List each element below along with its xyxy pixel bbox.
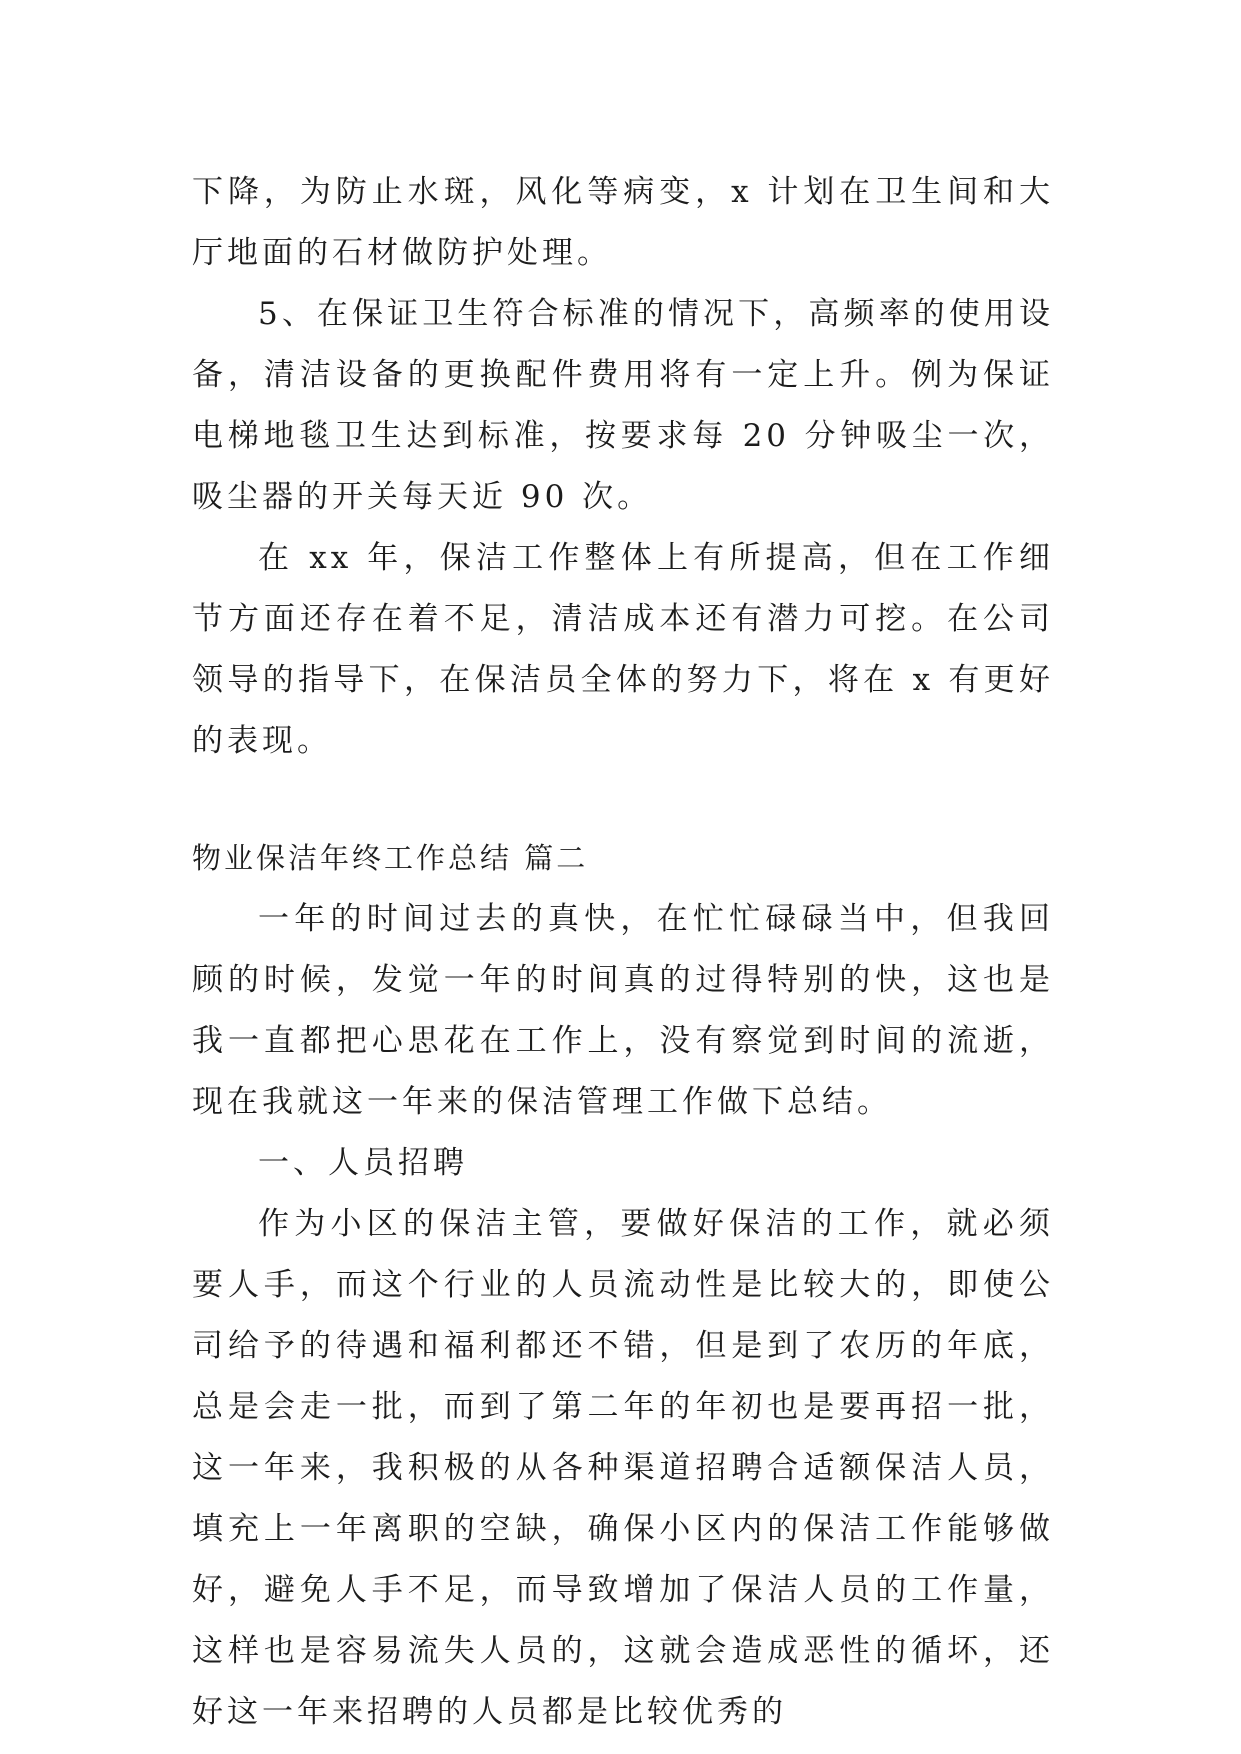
paragraph-intro: 一年的时间过去的真快，在忙忙碌碌当中，但我回顾的时候，发觉一年的时间真的过得特别的快，这也是我一直都把心思花在工作上，没有察觉到时间的流逝，现在我就这一年来的保洁管理工作做下总结。	[192, 901, 1054, 1120]
section-title: 物业保洁年终工作总结 篇二	[192, 841, 589, 875]
paragraph-continuation: 下降，为防止水斑，风化等病变，x 计划在卫生间和大厅地面的石材做防护处理。	[192, 174, 1054, 271]
subheading-recruitment: 一、人员招聘	[258, 1145, 468, 1181]
paragraph-recruitment: 作为小区的保洁主管，要做好保洁的工作，就必须要人手，而这个行业的人员流动性是比较大的，即使公司给予的待遇和福利都还不错，但是到了农历的年底，总是会走一批，而到了第二年的年初也是要再招一批，这一年来，我积极的从各种渠道招聘合适额保洁人员，填充上一年离职的空缺，确保小区内的保洁工作能够做好，避免人手不足，而导致增加了保洁人员的工作量，这样也是容易流失人员的，这就会造成恶性的循坏，还好这一年来招聘的人员都是比较优秀的	[192, 1206, 1054, 1730]
paragraph-item-5: 5、在保证卫生符合标准的情况下，高频率的使用设备，清洁设备的更换配件费用将有一定上升。例为保证电梯地毯卫生达到标准，按要求每 20 分钟吸尘一次，吸尘器的开关每天近 90 次。	[192, 296, 1054, 515]
paragraph-summary: 在 xx 年，保洁工作整体上有所提高，但在工作细节方面还存在着不足，清洁成本还有潜力可挖。在公司领导的指导下，在保洁员全体的努力下，将在 x 有更好的表现。	[192, 540, 1054, 759]
document-page	[192, 162, 1054, 1743]
